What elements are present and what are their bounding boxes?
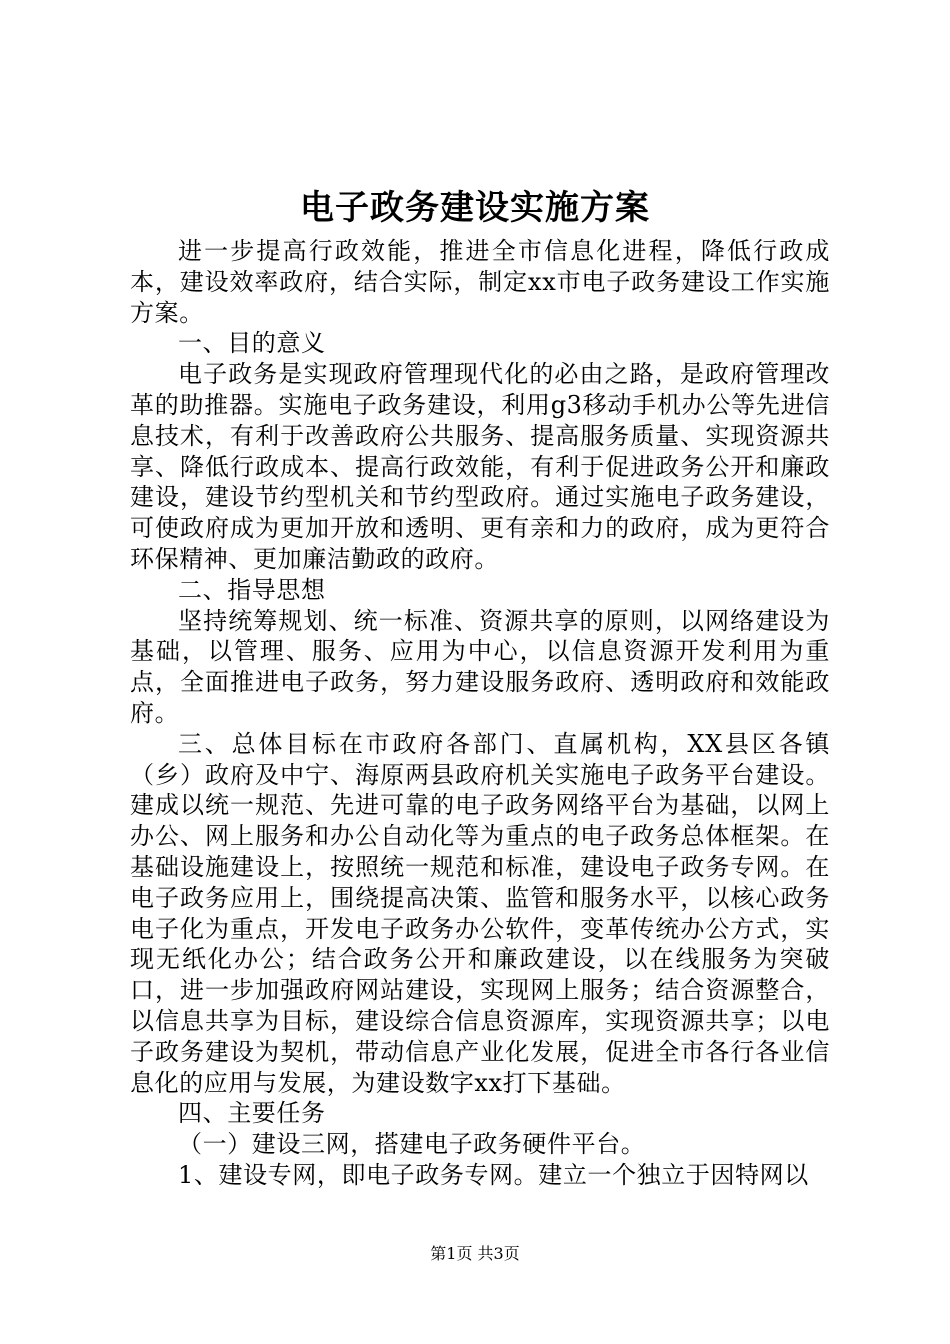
- document-title: 电子政务建设实施方案: [300, 188, 650, 228]
- section-heading-purpose: 一、目的意义: [178, 329, 326, 358]
- page-footer: 第1页 共3页: [430, 1244, 520, 1263]
- overall-goal-paragraph: 三、总体目标在市政府各部门、直属机构，XX县区各镇（乡）政府及中宁、海原两县政府机关实施电子政务平台建设。建成以统一规范、先进可靠的电子政务网络平台为基础，以网上办公、网上服务和办公自动化等为重点的电子政务总体框架。在基础设施建设上，按照统一规范和标准，建设电子政务专网。在电子政务应用上，围绕提高决策、监管和服务水平，以核心政务电子化为重点，开发电子政务办公软件，变革传统办公方式，实现无纸化办公；结合政务公开和廉政建设，以在线服务为突破口，进一步加强政府网站建设，实现网上服务；结合资源整合，以信息共享为目标，建设综合信息资源库，实现资源共享；以电子政务建设为契机，带动信息产业化发展，促进全市各行各业信息化的应用与发展，为建设数字xx打下基础。: [130, 729, 830, 1097]
- subsection-heading-three-networks: （一）建设三网，搭建电子政务硬件平台。: [178, 1130, 646, 1159]
- section-heading-main-tasks: 四、主要任务: [178, 1099, 326, 1128]
- guiding-ideology-paragraph: 坚持统筹规划、统一标准、资源共享的原则，以网络建设为基础，以管理、服务、应用为中心，以信息资源开发利用为重点，全面推进电子政务，努力建设服务政府、透明政府和效能政府。: [130, 606, 830, 727]
- document-body: [130, 236, 830, 1191]
- intro-paragraph: 进一步提高行政效能，推进全市信息化进程，降低行政成本，建设效率政府，结合实际，制定xx市电子政务建设工作实施方案。: [130, 237, 830, 327]
- purpose-paragraph: 电子政务是实现政府管理现代化的必由之路，是政府管理改革的助推器。实施电子政务建设，利用g3移动手机办公等先进信息技术，有利于改善政府公共服务、提高服务质量、实现资源共享、降低行政成本、提高行政效能，有利于促进政务公开和廉政建设，建设节约型机关和节约型政府。通过实施电子政务建设，可使政府成为更加开放和透明、更有亲和力的政府，成为更符合环保精神、更加廉洁勤政的政府。: [130, 360, 830, 573]
- section-heading-guiding-ideology: 二、指导思想: [178, 575, 326, 604]
- task-item-paragraph: 1、建设专网，即电子政务专网。建立一个独立于因特网以: [178, 1160, 809, 1189]
